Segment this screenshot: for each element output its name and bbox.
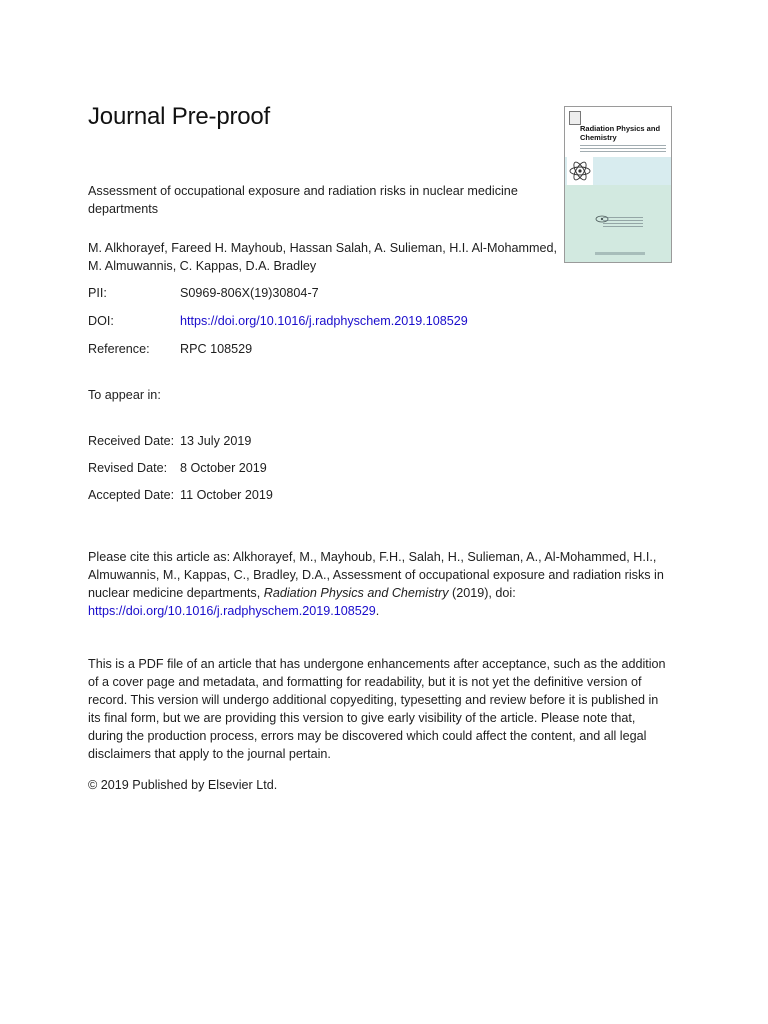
reference-label: Reference: — [88, 342, 150, 356]
copyright-notice: © 2019 Published by Elsevier Ltd. — [88, 778, 278, 792]
disclaimer-paragraph: This is a PDF file of an article that has undergone enhancements after acceptance, such as the addition of a cover page and metadata, and formatting for readability, but it is not yet the definitive version of record. This version will undergo additional copyediting, typesetting and review before it is published in its final form, but we are providing this version to give early visibility of the article. Please note that, during the production process, errors may be discovered which could affect the content, and all legal disclaimers that apply to the journal pertain. — [88, 657, 666, 761]
journal-cover-thumbnail — [564, 106, 672, 263]
citation-middle: (2019), doi: — [448, 586, 516, 600]
cover-journal-name: Radiation Physics and Chemistry — [580, 124, 661, 142]
revised-date-label: Revised Date: — [88, 461, 168, 475]
accepted-date-label: Accepted Date: — [88, 488, 175, 502]
pii-value: S0969-806X(19)30804-7 — [180, 286, 319, 300]
accepted-date-value: 11 October 2019 — [180, 488, 273, 502]
journal-label: Journal Pre-proof — [88, 103, 271, 130]
citation-doi-link[interactable]: https://doi.org/10.1016/j.radphyschem.2019.108529 — [88, 604, 376, 618]
received-date-value: 13 July 2019 — [180, 434, 252, 448]
author-list: M. Alkhorayef, Fareed H. Mayhoub, Hassan Salah, A. Sulieman, H.I. Al-Mohammed, M. Almuwannis, C. Kappas, D.A. Bradley — [88, 241, 557, 273]
pii-label: PII: — [88, 286, 107, 300]
cover-fine-print — [580, 145, 666, 154]
publisher-logo-icon — [569, 111, 581, 125]
citation-paragraph — [88, 548, 668, 620]
revised-date-value: 8 October 2019 — [180, 461, 267, 475]
doi-label: DOI: — [88, 314, 114, 328]
citation-suffix: . — [375, 604, 380, 618]
doi-link[interactable]: https://doi.org/10.1016/j.radphyschem.2019.108529 — [180, 314, 468, 328]
citation-prefix: Please cite this article as: Alkhorayef, M., Mayhoub, F.H., Salah, H., Sulieman, A., Al-Mohammed, H.I., Almuwannis, M., Kappas, C., Bradley, D.A., Assessment of occupational exposure and radiation risks in nuclear medicine departments, — [88, 550, 664, 600]
reference-value: RPC 108529 — [180, 342, 253, 356]
citation-journal: Radiation Physics and Chemistry — [263, 586, 449, 600]
article-title: Assessment of occupational exposure and radiation risks in nuclear medicine departments — [88, 184, 518, 216]
cover-society-fine-print — [603, 217, 643, 227]
appear-in-label: To appear in: — [88, 388, 161, 402]
atom-icon — [567, 157, 593, 185]
cover-bottom-fine-print — [595, 252, 645, 255]
received-date-label: Received Date: — [88, 434, 175, 448]
